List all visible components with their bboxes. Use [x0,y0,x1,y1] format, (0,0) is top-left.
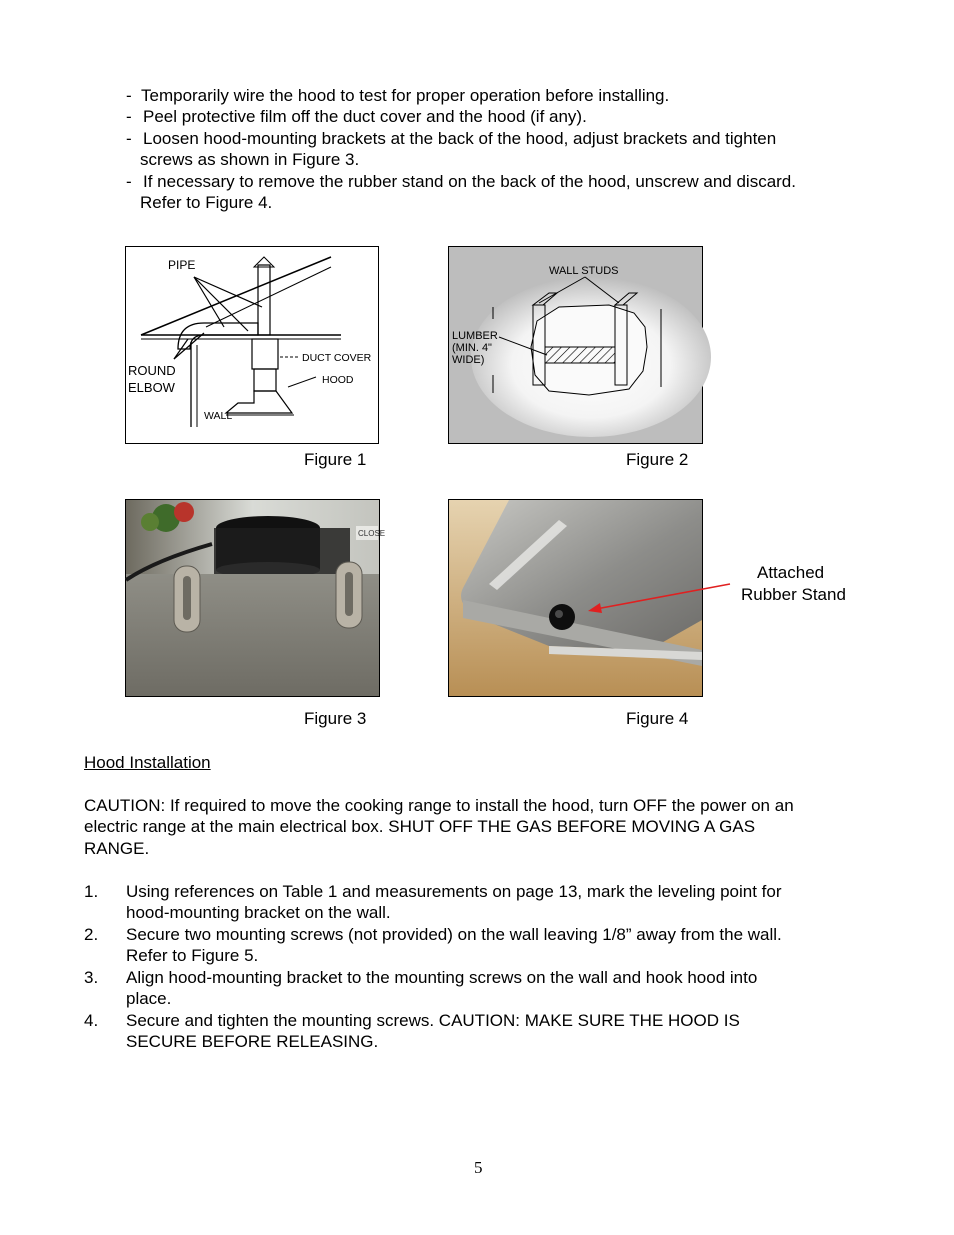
label-round: ROUND [128,363,176,378]
label-wall-studs: WALL STUDS [549,265,619,277]
wall-studs-illustration [449,247,702,443]
list-item: Peel protective film off the duct cover and the hood (if any). [143,107,587,126]
list-item: Loosen hood-mounting brackets at the back of the hood, adjust brackets and tighten [143,129,777,148]
label-elbow: ELBOW [128,380,175,395]
step-text: place. [126,989,172,1008]
label-lumber-min: (MIN. 4" [452,342,492,354]
label-pipe: PIPE [168,258,196,272]
hood-brackets-photo [126,500,386,696]
section-heading: Hood Installation [84,753,211,772]
caution-line: electric range at the main electrical box. SHUT OFF THE GAS BEFORE MOVING A GAS [84,817,756,836]
caution-line: RANGE. [84,839,150,858]
list-item: Temporarily wire the hood to test for proper operation before installing. [141,86,670,105]
list-dash: - [126,86,132,105]
caution-line: CAUTION: If required to move the cooking range to install the hood, turn OFF the power on an [84,796,794,815]
step-text: Refer to Figure 5. [126,946,259,965]
callout-arrow [580,575,740,625]
list-item-continuation: Refer to Figure 4. [140,193,273,212]
step-number: 4. [84,1011,99,1030]
list-dash: - [126,129,132,148]
figure-2-diagram [448,246,703,444]
step-text: Secure and tighten the mounting screws. CAUTION: MAKE SURE THE HOOD IS [126,1011,740,1030]
list-dash: - [126,172,132,191]
figure-1-diagram [125,246,379,444]
list-dash: - [126,107,132,126]
step-text: Align hood-mounting bracket to the mounting screws on the wall and hook hood into [126,968,758,987]
step-number: 1. [84,882,99,901]
list-item-continuation: screws as shown in Figure 3. [140,150,360,169]
figure-3-photo [125,499,386,697]
step-number: 3. [84,968,99,987]
step-text: hood-mounting bracket on the wall. [126,903,391,922]
step-text: SECURE BEFORE RELEASING. [126,1032,379,1051]
page-number: 5 [474,1158,483,1177]
figure-3-caption: Figure 3 [304,709,367,728]
label-lumber: LUMBER [452,330,498,342]
callout-label-line-1: Attached [757,563,825,582]
label-wall: WALL [204,410,233,422]
label-lumber-wide: WIDE) [452,354,485,366]
figure-2-caption: Figure 2 [626,450,689,469]
step-text: Using references on Table 1 and measurements on page 13, mark the leveling point for [126,882,782,901]
box-label: CLOSE [358,529,386,538]
step-text: Secure two mounting screws (not provided) on the wall leaving 1/8” away from the wall. [126,925,782,944]
label-hood: HOOD [322,374,354,386]
list-item: If necessary to remove the rubber stand on the back of the hood, unscrew and discard. [143,172,796,191]
figure-1-caption: Figure 1 [304,450,367,469]
callout-label-line-2: Rubber Stand [741,585,846,604]
figure-4-caption: Figure 4 [626,709,689,728]
step-number: 2. [84,925,99,944]
label-duct-cover: DUCT COVER [302,352,372,364]
vent-diagram-illustration [126,247,378,443]
